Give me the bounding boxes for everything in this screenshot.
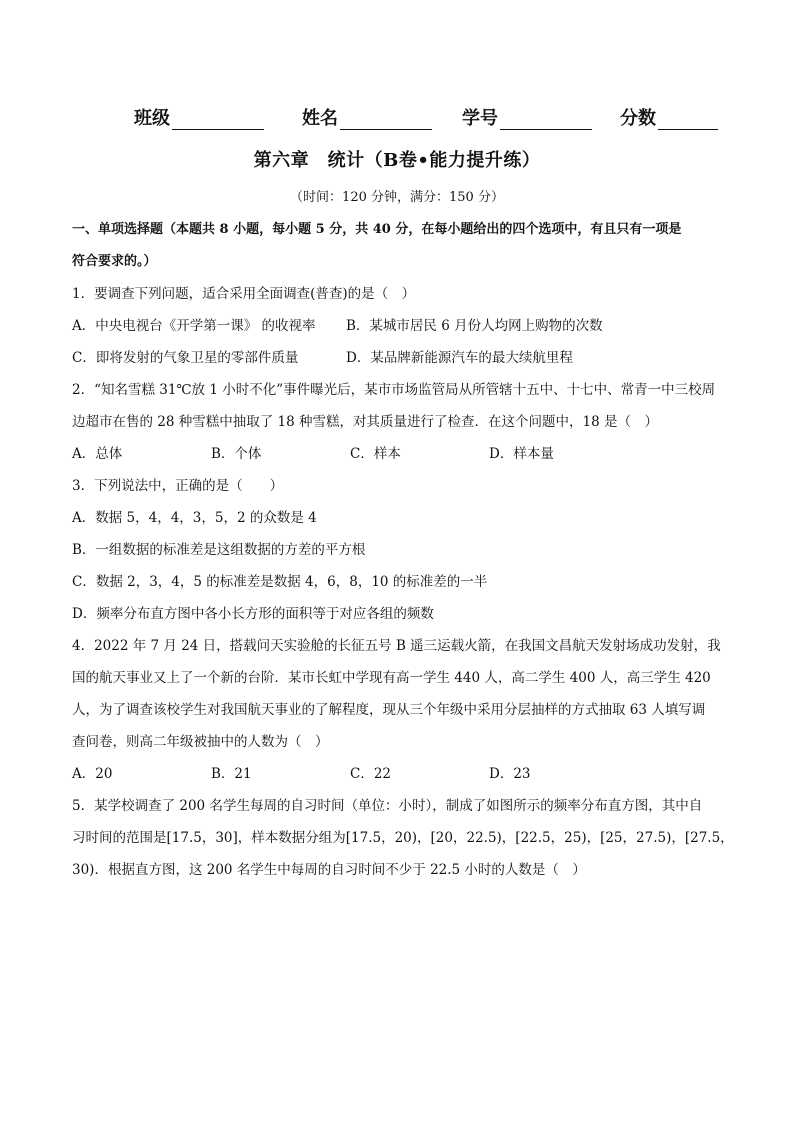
- option-row: [72, 310, 724, 342]
- question-stem: 5．某学校调查了 200 名学生每周的自习时间（单位：小时），制成了如图所示的频率分布直方图，其中自: [72, 798, 703, 814]
- name-blank[interactable]: [340, 111, 432, 130]
- score-label: 分数: [620, 108, 656, 129]
- option-c[interactable]: C．即将发射的气象卫星的零部件质量: [72, 350, 299, 366]
- question-5: [72, 790, 734, 886]
- option-d[interactable]: D．23: [489, 766, 531, 782]
- option-c[interactable]: C．样本: [350, 446, 401, 462]
- option-d[interactable]: D．样本量: [489, 446, 554, 462]
- question-stem-cont: 查问卷，则高二年级被抽中的人数为（ ）: [72, 734, 329, 750]
- section-heading-cont: 符合要求的。）: [72, 254, 157, 269]
- option-row: [72, 438, 724, 470]
- class-blank[interactable]: [172, 111, 264, 130]
- student-info-row: [134, 104, 734, 130]
- student-id-blank[interactable]: [500, 111, 592, 130]
- question-1: [72, 278, 724, 374]
- option-c[interactable]: C．数据 2，3，4，5 的标准差是数据 4，6，8，10 的标准差的一半: [72, 574, 488, 590]
- class-label: 班级: [134, 108, 170, 129]
- page-title: 第六章 统计（B卷•能力提升练）: [253, 150, 541, 171]
- question-2: [72, 374, 724, 470]
- option-a[interactable]: A．数据 5，4，4，3，5，2 的众数是 4: [72, 510, 317, 526]
- question-stem: 2．“知名雪糕 31℃放 1 小时不化”事件曝光后，某市市场监管局从所管辖十五中、十七中、常青一中三校周: [72, 382, 716, 398]
- option-c[interactable]: C．22: [350, 766, 392, 782]
- score-blank[interactable]: [658, 111, 718, 130]
- question-stem-cont: 人，为了调查该校学生对我国航天事业的了解程度，现从三个年级中采用分层抽样的方式抽取 63 人填写调: [72, 702, 706, 718]
- score-field: [620, 104, 718, 130]
- student-id-field: [462, 104, 592, 130]
- option-d[interactable]: D．某品牌新能源汽车的最大续航里程: [346, 350, 573, 366]
- option-b[interactable]: B．一组数据的标准差是这组数据的方差的平方根: [72, 542, 366, 558]
- section-heading: 一、单项选择题（本题共 8 小题，每小题 5 分，共 40 分，在每小题给出的四个选项中，有且只有一项是: [72, 222, 682, 237]
- class-field: [134, 104, 264, 130]
- student-id-label: 学号: [462, 108, 498, 129]
- option-a[interactable]: A．总体: [72, 446, 123, 462]
- option-b[interactable]: B．个体: [211, 446, 262, 462]
- option-a[interactable]: A．20: [72, 766, 113, 782]
- question-3: [72, 470, 724, 630]
- name-field: [302, 104, 432, 130]
- exam-time-info: （时间：120 分钟，满分：150 分）: [290, 190, 504, 205]
- question-stem-cont: 习时间的范围是[17.5，30]，样本数据分组为[17.5，20)，[20，22.5)，[22.5，25)，[25，27.5)，[27.5，: [72, 830, 734, 846]
- option-row: [72, 342, 724, 374]
- question-stem: 3．下列说法中，正确的是（ ）: [72, 478, 284, 494]
- question-stem-cont: 国的航天事业又上了一个新的台阶．某市长虹中学现有高一学生 440 人，高二学生 400 人，高三学生 420: [72, 670, 711, 686]
- question-stem-cont: 边超市在售的 28 种雪糕中抽取了 18 种雪糕，对其质量进行了检查．在这个问题中，18 是（ ）: [72, 414, 658, 430]
- option-b[interactable]: B．某城市居民 6 月份人均网上购物的次数: [346, 318, 603, 334]
- question-stem-cont: 30)．根据直方图，这 200 名学生中每周的自习时间不少于 22.5 小时的人数是（ ）: [72, 862, 586, 878]
- name-label: 姓名: [302, 108, 338, 129]
- option-d[interactable]: D．频率分布直方图中各小长方形的面积等于对应各组的频数: [72, 606, 434, 622]
- option-b[interactable]: B．21: [211, 766, 252, 782]
- question-stem: 1．要调查下列问题，适合采用全面调查(普查)的是（ ）: [72, 286, 416, 302]
- option-row: [72, 758, 724, 790]
- question-stem: 4．2022 年 7 月 24 日，搭载问天实验舱的长征五号 B 遥三运载火箭，在我国文昌航天发射场成功发射，我: [72, 638, 721, 654]
- exam-content: [72, 214, 734, 886]
- option-a[interactable]: A．中央电视台《开学第一课》 的收视率: [72, 318, 316, 334]
- question-4: [72, 630, 724, 790]
